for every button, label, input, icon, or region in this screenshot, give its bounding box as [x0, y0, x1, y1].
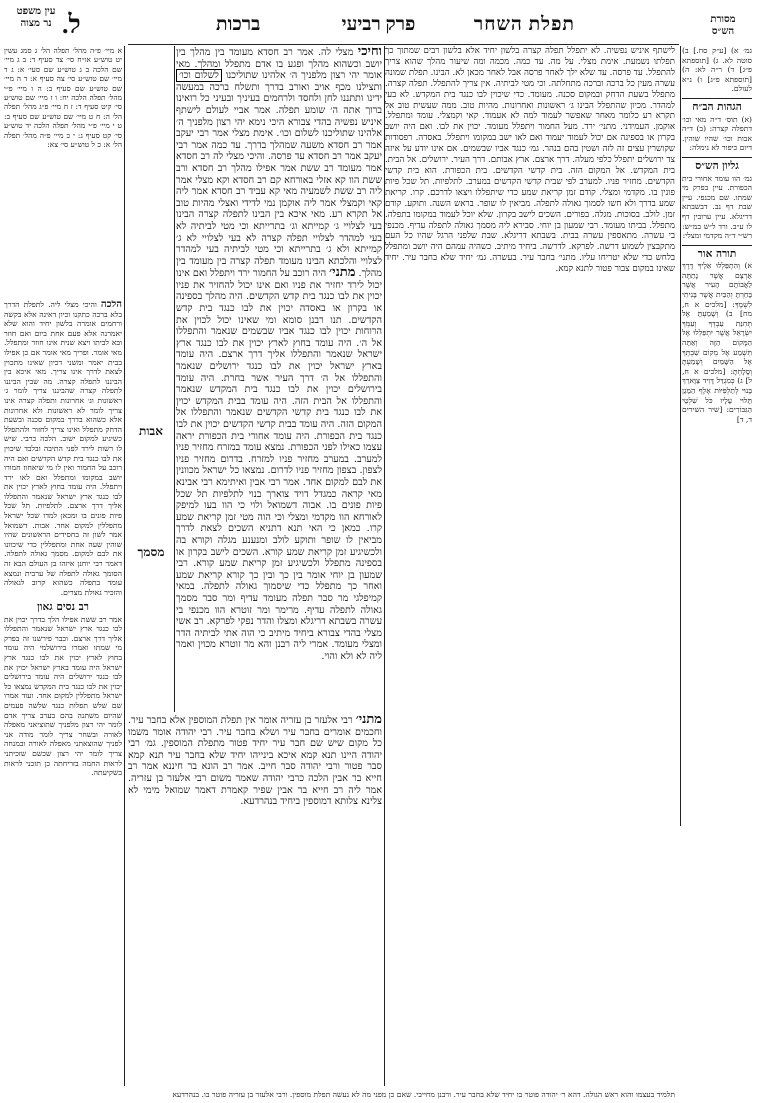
tosafot-heading-mismach: מסמך	[137, 545, 165, 559]
ein-mishpat-column	[4, 46, 122, 296]
hagahot-text: (א) תוס׳ ד״ה מאי וכו׳ דתפלה קצרה: (ב) ד״ה אבות וכו׳ שהיו שוהין. דיום כיפור לא נימלה:	[682, 114, 752, 153]
gemara-text	[176, 46, 382, 662]
ein-mishpat-label: עין משפט נר מצוה	[16, 6, 56, 29]
margin-rule-right	[680, 46, 681, 826]
gemara-body-3: רבי אלעזר בן עזריה אומר אין תפלת המוספין אלא בחבר עיר. וחכמים אומרים בחבר עיר ושלא בחבר עיר. רבי יהודה אומר משמו כל מקום שיש שם חבר עיר יחיד פטור מתפלת המוספין. גמ׳ רבי יהודה היינו תנא קמא איכא בינייהו יחיד שלא בחבר עיר תנא קמא סבר פטור ורבי יהודה סבר חייב. אמר רב הונא בר חיננא אמר רב חייא בר אבין הלכה כרבי יהודה שאמר משום רבי אלעזר בן עזריה. אמר ליה רב חייא בר אבין שפיר קאמרת דאמר שמואל מימי לא צלינא צלותא דמוספין ביחיד בנהרדעא.	[128, 715, 382, 808]
hagahot-title: הגהות הב״ח	[692, 100, 742, 113]
tosafot-text	[4, 300, 122, 596]
gemara-rule-left	[174, 46, 175, 712]
mesoret-hashas-text: גמ׳ א) [ע״ק סח.] ב) סוטה לא. ג) [תוספתא פ״ג] ד) ר״ה לא: ה) [תוספתא פ״ג] ו) נ״א לעולם.	[682, 46, 752, 94]
chapter-name: תפלת השחר	[473, 14, 575, 35]
highlighted-phrase: לשלום וכו׳	[176, 69, 222, 82]
rashi-column	[385, 46, 675, 1086]
right-margin-column	[682, 46, 752, 806]
rabbeinu-nissim-text: אמר רב ששת אפילו הלך בדרך יכוין את לבו כנגד ארץ ישראל שנאמר והתפללו אליך דרך ארצם. וכבר פירשנו זה בפרק מי שמתו ואמרו בירושלמי היה עומד בחוץ לארץ יכוין את לבו כנגד ארץ ישראל היה עומד בארץ ישראל יכוין את לבו כנגד ירושלים היה עומד בירושלים יכוין את לבו כנגד בית המקדש נמצאו כל ישראל מתפללין למקום אחד. ועוד אמרו שם שלש תפלות כנגד שלשה פעמים שהיום משתנה בהם בערב צריך אדם לומר יהי רצון מלפניך שתוציאני מאפלה לאורה ובשחר צריך לומר מודה אני לפניך שהוצאתני מאפלה לאורה ובמנחה צריך לומר יהי רצון שכשם שזכיתני לראות החמה בזריחתה כן תזכני לראות בשקיעתה.	[4, 614, 122, 778]
page-header	[6, 6, 751, 42]
tosafot-spill	[4, 300, 122, 596]
gilyon-title: גליון הש״ס	[695, 159, 739, 172]
footer-text: תלמיד בעצמו והוא ראש הגולה. דהא ר׳ יהודה פוטר בו יחיד שלא בחבר עיר. ורבנן מחייבי. שאם כן מפני מה לא נעשה תפלת מוספין. ורבי אלעזר בן עזריה פוטר בו. בנהרדעא	[172, 1090, 675, 1099]
tosafot-body: והיכי מצלי ליה. לתפלת הדרך בלא ברכה כתקנו וכיון דאינה אלא בקשה ורחמים אומרה בלשון יחיד והוא שלא יאמרנה אלא פעם אחת ביום ואם חוזר ובא לביתו ויצא שנית אינו חוזר ומתפלל. מאי אומר. ופריך מאי אומר אם כן אפילו בבית יאמר ומשני דכיון שאינו מתכוין לצאת לדרך אינו צריך. מאי איכא בין הביננו לתפלה קצרה. מה שבין הביננו לתפלה קצרה שהביננו צריך לומר ג׳ ראשונות וג׳ אחרונות ותפלה קצרה אינו צריך לומר לא ראשונות ולא אחרונות אלא כשהוא בדרך במקום סכנה ובשעת הדחק מתפלל ואינו צריך לחזור ולהתפלל כשיגיע למקום ישוב. הלכה כרבי. שיש לו רשות לירד לפני התיבה ובלבד שיכוין את לבו כנגד בית קדש הקדשים ואם היה רוכב על החמור ואין לו מי שיאחוז חמורו יושב במקומו ומתפלל ואם לאו ירד ויתפלל. היה עומד בחוץ לארץ יכוין את לבו כנגד ארץ ישראל שנאמר והתפללו אליך דרך ארצם. לתלפיות. תל שכל פיות פונים בו ומכאן למדו שכל ישראל מתפללין למקום אחד. אבות. דשמואל אמר לשון זה בחסידים הראשונים שהיו שוהין שעה אחת ומתפללין כדי שיכוונו את לבם למקום. מסמך גאולה לתפלה. דאמר רבי יוחנן איזהו בן העולם הבא זה הסומך גאולה לתפלה של ערבית ונמצא עומד בתפלה כשהוא קרוב לגאולה והזכיר גאולת מצרים.	[4, 300, 122, 596]
mishnah-label-2: מתני׳	[355, 714, 382, 727]
rabbeinu-nissim-title: רב נסים גאון	[37, 601, 89, 613]
torah-or-text: א) וְהִתְפַּלְלוּ אֵלֶיךָ דֶּרֶךְ אַרְצָם אֲשֶׁר נָתַתָּה לַאֲבוֹתָם הָעִיר אֲשֶׁר בָּחַרְתָּ וְהַבַּיִת אֲשֶׁר בָּנִיתִי לִשְׁמֶךָ: [מלכים א ח, מח] ב) וְשָׁמַעְתָּ אֶל תְּחִנַּת עַבְדְּךָ וְעַמְּךָ יִשְׂרָאֵל אֲשֶׁר יִתְפַּלְלוּ אֶל הַמָּקוֹם הַזֶּה וְאַתָּה תִּשְׁמַע אֶל מְקוֹם שִׁבְתְּךָ אֶל הַשָּׁמַיִם וְשָׁמַעְתָּ וְסָלָחְתָּ: [מלכים א ח, ל] ג) כְּמִגְדַּל דָּוִיד צַוָּארֵךְ בָּנוּי לְתַלְפִּיּוֹת אֶלֶף הַמָּגֵן תָּלוּי עָלָיו כֹּל שִׁלְטֵי הַגִּבּוֹרִים: [שיר השירים ד, ד]	[682, 261, 752, 424]
rashi-text: לישתף איניש נפשיה. לא יתפלל תפלה קצרה בלשון יחיד אלא בלשון רבים שמתוך כך תפלתו נשמעת. אימת מצלי. על מה. עד כמה. מכמה ומה שיעור מהלך שהוא צריך להתפלל. עד פרסה. עד שלא ילך לאחר פרסה אבל לאחר מכאן לא. הבינו. תפלת שמונה עשרה מעין כל ברכה וברכה מתחלתה. וכי מטי לביתיה. אין צריך להתפלל. תפלה קצרה. מתפלל בשעת הדחק ובמקום סכנה. מעומד. כדי שיכוין לבו כנגד בית המקדש. לא בעי למהדר. מכיון שהתפלל הבינו ג׳ ראשונות ואחרונות. מהיות טוב. ממה שעשית טוב אל תקרא רע כלומר מאחר שאפשר לעמוד למה לא אעמוד. קאי וקמצלי. עומד ומתפלל. אוקמן. העמידני. מתני׳ ירד. מעל החמור ויתפלל מעומד. יכוין את לבו. ואם היה יושב בקרון או בספינה אם יכול לעמוד יעמוד ואם לאו ישב במקומו ויתפלל. באסדה. רפסודות שקושרין עצים זה לזה ושטין בהם בנהר. גמ׳ כנגד אביו שבשמים. אם אינו יודע על איזה צד ירושלים יתפלל כלפי מעלה. דרך ארצם. ארץ אבותם. דרך העיר. ירושלים. אל הבית. בית המקדש. אל המקום הזה. בית קדשי הקדשים. בית הכפורת. הוא בית קדשי הקדשים. מחזיר פניו. למערב לפי שבית קדשי הקדשים במערב. לתלפיות. תל שכל פיות פונין בו. מקדמי ומצלי. קודם זמן קריאת שמע כדי שיתפללו ויצאו לדרכם. קרו. קריאת שמע בדרך ולא חשו לסמוך גאולה לתפלה. מביאין לו שופר. בראש השנה. ותוקע. קודם זמן. לולב. בסוכות. מגלה. בפורים. השכים לישב בקרון. שלא יוכל לעמוד במקומו בתפלה. מתפלל. בביתו מעומד. רבי שמעון בן יוחי. סבירא ליה מסמך גאולה לתפלה עדיף. מכנפי בי עשרה. מתאספין עשרה בבית. בשבתא דריגלא. שבת שלפני הרגל שהיו כל העם מתקבצין לשמוע דרשה. לפרקא. לדרשה. ביחיד מיתיב. כשהיה עמהם היה יושב ומתפלל בלחש כדי שלא יטריחו עליו. מתני׳ בחבר עיר. בעשרה. גמ׳ יחיד שלא בחבר עיר. יחיד שאינו במקום צבור פטור לתנא קמא.	[385, 46, 675, 275]
gemara-lower-block	[128, 714, 382, 1089]
opening-word: וחיכי	[357, 46, 382, 59]
torah-or-title: תורה אור	[697, 247, 737, 260]
gilyon-text: גמ׳ הוו עומד אחורי בית הכפורת. עיין בפרק מי שמתו. שם מכנפי. עיין שבת דף נב. דבשבתא דריגלא. עיין ערובין דף לו ע״ב. ורד ל״ש במ״ש: רש״י ד״ה מקדמי ומצלי:	[682, 173, 752, 241]
tosafot-heading-halacha: הלכה	[100, 300, 122, 310]
gemara-body-2: היה רוכב על החמור ירד ויתפלל ואם אינו יכול לירד יחזיר את פניו ואם אינו יכול להחזיר את פניו יכוין את לבו כנגד בית קדש הקדשים. היה מהלך בספינה או בקרון או באסדה יכוין את לבו כנגד בית קדש הקדשים. תנו רבנן סומא ומי שאינו יכול לכוין את הרוחות יכוין לבו כנגד אביו שבשמים שנאמר והתפללו אל ה׳. היה עומד בחוץ לארץ יכוין את לבו כנגד ארץ ישראל שנאמר והתפללו אליך דרך ארצם. היה עומד בארץ ישראל יכוין את לבו כנגד ירושלים שנאמר והתפללו אל ה׳ דרך העיר אשר בחרת. היה עומד בירושלים יכוין את לבו כנגד בית המקדש שנאמר והתפללו אל הבית הזה. היה עומד בבית המקדש יכוין את לבו כנגד בית קדשי הקדשים שנאמר והתפללו אל המקום הזה. היה עומד בבית קדשי הקדשים יכוין את לבו כנגד בית הכפורת. היה עומד אחורי בית הכפורת יראה עצמו כאילו לפני הכפורת. נמצא עומד במזרח מחזיר פניו למערב. במערב מחזיר פניו למזרח. בדרום מחזיר פניו לצפון. בצפון מחזיר פניו לדרום. נמצאו כל ישראל מכוונין את לבם למקום אחד. אמר רבי אבין ואיתימא רבי אבינא מאי קראה כמגדל דויד צוארך בנוי לתלפיות תל שכל פיות פונים בו. אבוה דשמואל ולוי כי הוו בעו למיפק לאורחא הוו מקדמי ומצלי וכי הוה מטי זמן קריאת שמע קרו. כמאן כי האי תנא דתניא השכים לצאת לדרך מביאין לו שופר ותוקע לולב ומנענע מגלה וקורא בה ולכשיגיע זמן קריאת שמע קורא. השכים לישב בקרון או בספינה מתפלל ולכשיגיע זמן קריאת שמע קורא. רבי שמעון בן יוחי אומר בין כך ובין כך קורא קריאת שמע ואחר כך מתפלל כדי שיסמוך גאולה לתפלה. במאי קמיפלגי מר סבר תפלה מעומד עדיף ומר סבר מסמך גאולה לתפלה עדיף. מרימר ומר זוטרא הוו מכנפי בי עשרה בשבתא דריגלא ומצלו והדר נפקי לפרקא. רב אשי מצלי בהדי צבורא ביחיד מיתיב כי הוה אתי לביתיה הדר ומצלי מעומד. אמרי ליה רבנן והא מר זוטרא מכוין ואמר ליה לא ולא והוי.	[176, 268, 382, 662]
header-rule	[128, 44, 679, 45]
footer-line	[128, 1090, 675, 1102]
margin-divider	[682, 157, 752, 158]
tosafot-gutter	[128, 46, 174, 711]
mesoret-hashas-label: מסורת הש״ס	[710, 14, 736, 37]
margin-rule-left	[124, 46, 125, 1086]
gemara-opening-rest: מצלי לה. אמר רב חסדא מעומד בין מהלך בין יושב וכשהוא מהלך ופגע בו אדם מתפלל ומהלך. מאי אומר יהי רצון מלפניך ה׳ אלהינו שתוליכנו	[176, 47, 382, 82]
gemara-rule-right	[384, 46, 385, 1086]
tractate-name: ברכות	[216, 14, 261, 35]
margin-divider	[682, 245, 752, 246]
gemara-body-1: ותצילנו מכף אויב ואורב בדרך ותשלח ברכה במעשה ידינו ותתננו לחן ולחסד ולרחמים בעיניך ובעיני כל רואינו ברוך אתה ה׳ שומע תפלה. אמר אביי לעולם לישתף איניש נפשיה בהדי צבורא היכי נימא יהי רצון מלפניך ה׳ אלהינו שתוליכנו לשלום וכו׳. אימת מצלי אמר רבי יעקב אמר רב חסדא משעה שמהלך בדרך. עד כמה אמר רבי יעקב אמר רב חסדא עד פרסה. והיכי מצלי לה רב חסדא אמר מעומד רב ששת אמר אפילו מהלך רב חסדא ורב ששת הוו קא אזלי באורחא קם רב חסדא וקא מצלי אמר ליה רב ששת לשמעיה מאי קא עביד רב חסדא אמר ליה קאי וקמצלי אמר ליה אוקמן נמי לדידי ואצלי מהיות טוב אל תקרא רע. מאי איכא בין הבינו לתפלה קצרה הבינו בעי לצלויי ג׳ קמייתא וג׳ בתרייתא וכי מטי לביתיה לא בעי למהדר לצלויי תפלה קצרה לא בעי לצלויי לא ג׳ קמייתא ולא ג׳ בתרייתא וכי מטי לביתיה בעי למהדר לצלויי והלכתא הבינו מעומד תפלה קצרה בין מעומד בין מהלך.	[176, 81, 382, 280]
rabbeinu-nissim-column	[4, 600, 122, 1090]
mishnah-label: מתני׳	[329, 265, 356, 281]
chapter-number: פרק רביעי	[341, 14, 416, 35]
folio-number: ל.	[62, 10, 81, 39]
ein-mishpat-text: א מיי׳ פ״ה מהל׳ תפלה הל׳ ג סמג עשין יט טוש״ע או״ח סי׳ צד סעיף ד: ב ג מיי׳ שם הלכה ב ג טוש״ע שם סעי׳ א: ג ד מיי׳ שם טוש״ע סי׳ צה סעיף א: ד ה מיי׳ שם טוש״ע שם סעיף ב: ה ו מיי׳ פ״י מהל׳ תפלה הלכה יח: ו ז מיי׳ שם טוש״ע סי׳ קיט סעיף ד: ז ח מיי׳ פ״ג מהל׳ תפלה הל׳ ה: ח ט מיי׳ שם טוש״ע שם סעיף ב: ט י מיי׳ פ״י מהל׳ תפלה הלכה יד טוש״ע סי׳ קט סעיף ג: י כ מיי׳ פ״ה מהל׳ תפלה הל׳ א: כ ל טוש״ע סי׳ צא:	[4, 46, 122, 150]
tosafot-heading-avot: אבות	[139, 424, 163, 438]
gemara-lower-text	[128, 714, 382, 808]
gemara-column	[176, 46, 382, 711]
margin-divider	[682, 98, 752, 99]
